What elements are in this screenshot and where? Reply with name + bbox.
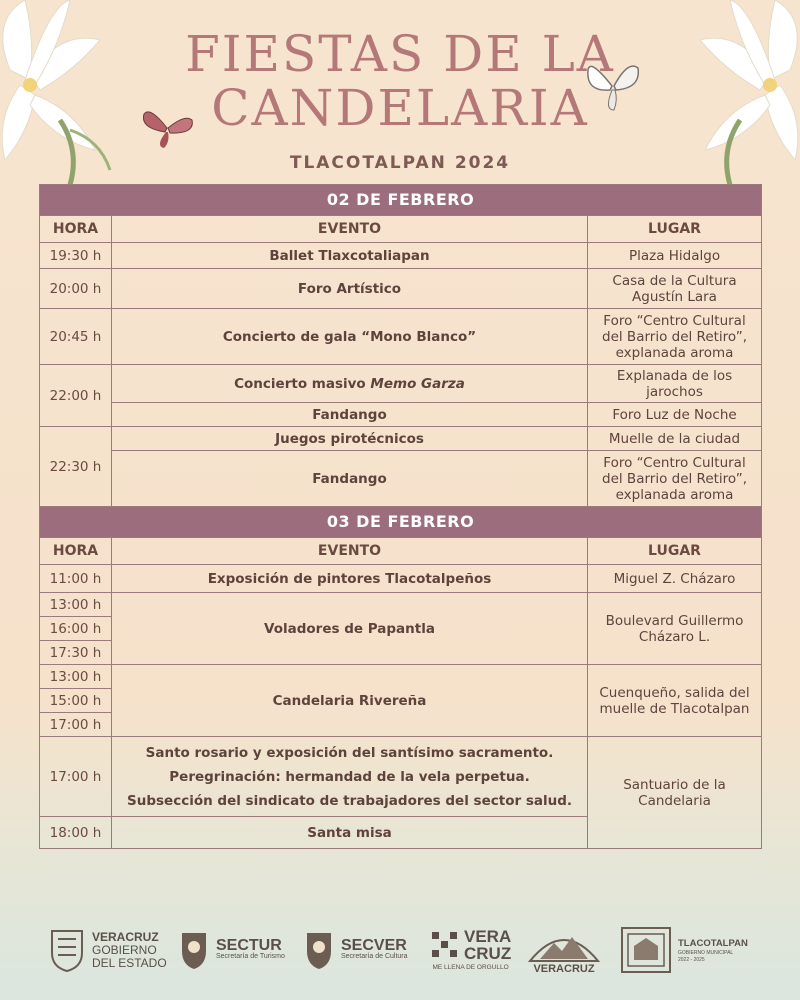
evento-line: Subsección del sindicato de trabajadores del sector salud.: [127, 792, 572, 809]
col-evento: EVENTO: [112, 538, 588, 565]
coat-of-arms-icon: [303, 929, 335, 971]
sectur-logo: [178, 915, 285, 985]
hora-cell: 22:00 h: [40, 365, 112, 427]
hora-cell: 15:00 h: [40, 689, 112, 713]
gobierno-veracruz-logo: [48, 915, 167, 985]
logo-text: VERACRUZ: [533, 962, 595, 975]
evento-cell: Santa misa: [112, 817, 588, 849]
lugar-cell: Foro “Centro Cultural del Barrio del Retiro”, explanada aroma: [588, 451, 762, 507]
day-1-title: 02 DE FEBRERO: [40, 185, 762, 216]
evento-line: Santo rosario y exposición del santísimo sacramento.: [145, 744, 554, 761]
day-2-title: 03 DE FEBRERO: [40, 507, 762, 538]
table-row: [40, 737, 762, 817]
lugar-cell: Muelle de la ciudad: [588, 427, 762, 451]
col-hora: HORA: [40, 216, 112, 243]
hora-cell: 20:00 h: [40, 269, 112, 309]
table-row: [40, 403, 762, 427]
col-hora: HORA: [40, 538, 112, 565]
veracruz-brand-logo: [430, 915, 511, 985]
evento-cell: Concierto de gala “Mono Blanco”: [112, 309, 588, 365]
logo-text: SECVER: [341, 937, 407, 954]
table-row: [40, 593, 762, 617]
evento-cell: Fandango: [112, 451, 588, 507]
logo-text: VERACRUZ: [92, 929, 159, 944]
logo-text: DEL ESTADO: [92, 955, 167, 970]
municipal-seal-icon: [620, 926, 672, 974]
evento-cell: Voladores de Papantla: [112, 593, 588, 665]
evento-cell: Foro Artístico: [112, 269, 588, 309]
hora-cell: 18:00 h: [40, 817, 112, 849]
col-lugar: LUGAR: [588, 216, 762, 243]
evento-cell: Exposición de pintores Tlacotalpeños: [112, 565, 588, 593]
logo-subtext: GOBIERNO MUNICIPAL: [678, 949, 734, 956]
hora-cell: 17:00 h: [40, 713, 112, 737]
schedule-table: [39, 184, 762, 849]
evento-cell: Juegos pirotécnicos: [112, 427, 588, 451]
table-row: [40, 243, 762, 269]
tlacotalpan-logo: [620, 915, 748, 985]
logo-text: CRUZ: [464, 944, 512, 963]
evento-cell: [112, 365, 588, 403]
column-header-row: [40, 216, 762, 243]
table-row: [40, 427, 762, 451]
title-line-2: CANDELARIA: [211, 79, 589, 137]
col-lugar: LUGAR: [588, 538, 762, 565]
lugar-cell: Santuario de la Candelaria: [588, 737, 762, 849]
day-header-row: [40, 507, 762, 538]
veracruz-badge-logo: [528, 915, 600, 985]
subtitle: TLACOTALPAN 2024: [289, 153, 511, 173]
table-row: [40, 565, 762, 593]
sponsor-logos: [0, 915, 800, 985]
table-row: [40, 309, 762, 365]
logo-subtext: Secretaría de Turismo: [216, 953, 285, 960]
column-header-row: [40, 538, 762, 565]
table-row: [40, 365, 762, 403]
evento-cell: Ballet Tlaxcotaliapan: [112, 243, 588, 269]
hora-cell: 20:45 h: [40, 309, 112, 365]
coat-of-arms-icon: [178, 929, 210, 971]
day-header-row: [40, 185, 762, 216]
evento-text: Concierto masivo: [234, 375, 371, 392]
artist-name: Memo Garza: [370, 375, 465, 392]
evento-cell: Fandango: [112, 403, 588, 427]
hora-cell: 13:00 h: [40, 593, 112, 617]
lugar-cell: Cuenqueño, salida del muelle de Tlacotalpan: [588, 665, 762, 737]
lugar-cell: Boulevard Guillermo Cházaro L.: [588, 593, 762, 665]
hora-cell: 17:00 h: [40, 737, 112, 817]
lugar-cell: Explanada de los jarochos: [588, 365, 762, 403]
col-evento: EVENTO: [112, 216, 588, 243]
lugar-cell: Foro “Centro Cultural del Barrio del Retiro”, explanada aroma: [588, 309, 762, 365]
logo-subtext: 2022 - 2025: [678, 956, 705, 963]
landscape-emblem-icon: [528, 925, 600, 963]
hora-cell: 22:30 h: [40, 427, 112, 507]
lugar-cell: Plaza Hidalgo: [588, 243, 762, 269]
coat-of-arms-icon: [48, 927, 86, 973]
lugar-cell: Casa de la Cultura Agustín Lara: [588, 269, 762, 309]
logo-text: VERA: [464, 927, 512, 946]
logo-text: TLACOTALPAN: [678, 937, 748, 949]
table-row: [40, 665, 762, 689]
logo-subtext: Secretaría de Cultura: [341, 953, 408, 960]
hora-cell: 16:00 h: [40, 617, 112, 641]
hora-cell: 13:00 h: [40, 665, 112, 689]
title-line-1: FIESTAS DE LA: [185, 25, 615, 83]
logo-text: SECTUR: [216, 937, 282, 954]
pattern-icon: [430, 930, 460, 960]
logo-tagline: ME LLENA DE ORGULLO: [432, 964, 509, 971]
hora-cell: 11:00 h: [40, 565, 112, 593]
event-title: [0, 25, 800, 137]
secver-logo: [303, 915, 408, 985]
evento-line: Peregrinación: hermandad de la vela perpetua.: [169, 768, 530, 785]
logo-text: GOBIERNO: [92, 942, 157, 957]
hora-cell: 19:30 h: [40, 243, 112, 269]
evento-cell: [112, 737, 588, 817]
lugar-cell: Foro Luz de Noche: [588, 403, 762, 427]
hora-cell: 17:30 h: [40, 641, 112, 665]
evento-cell: Candelaria Rivereña: [112, 665, 588, 737]
table-row: [40, 451, 762, 507]
lugar-cell: Miguel Z. Cházaro: [588, 565, 762, 593]
table-row: [40, 269, 762, 309]
